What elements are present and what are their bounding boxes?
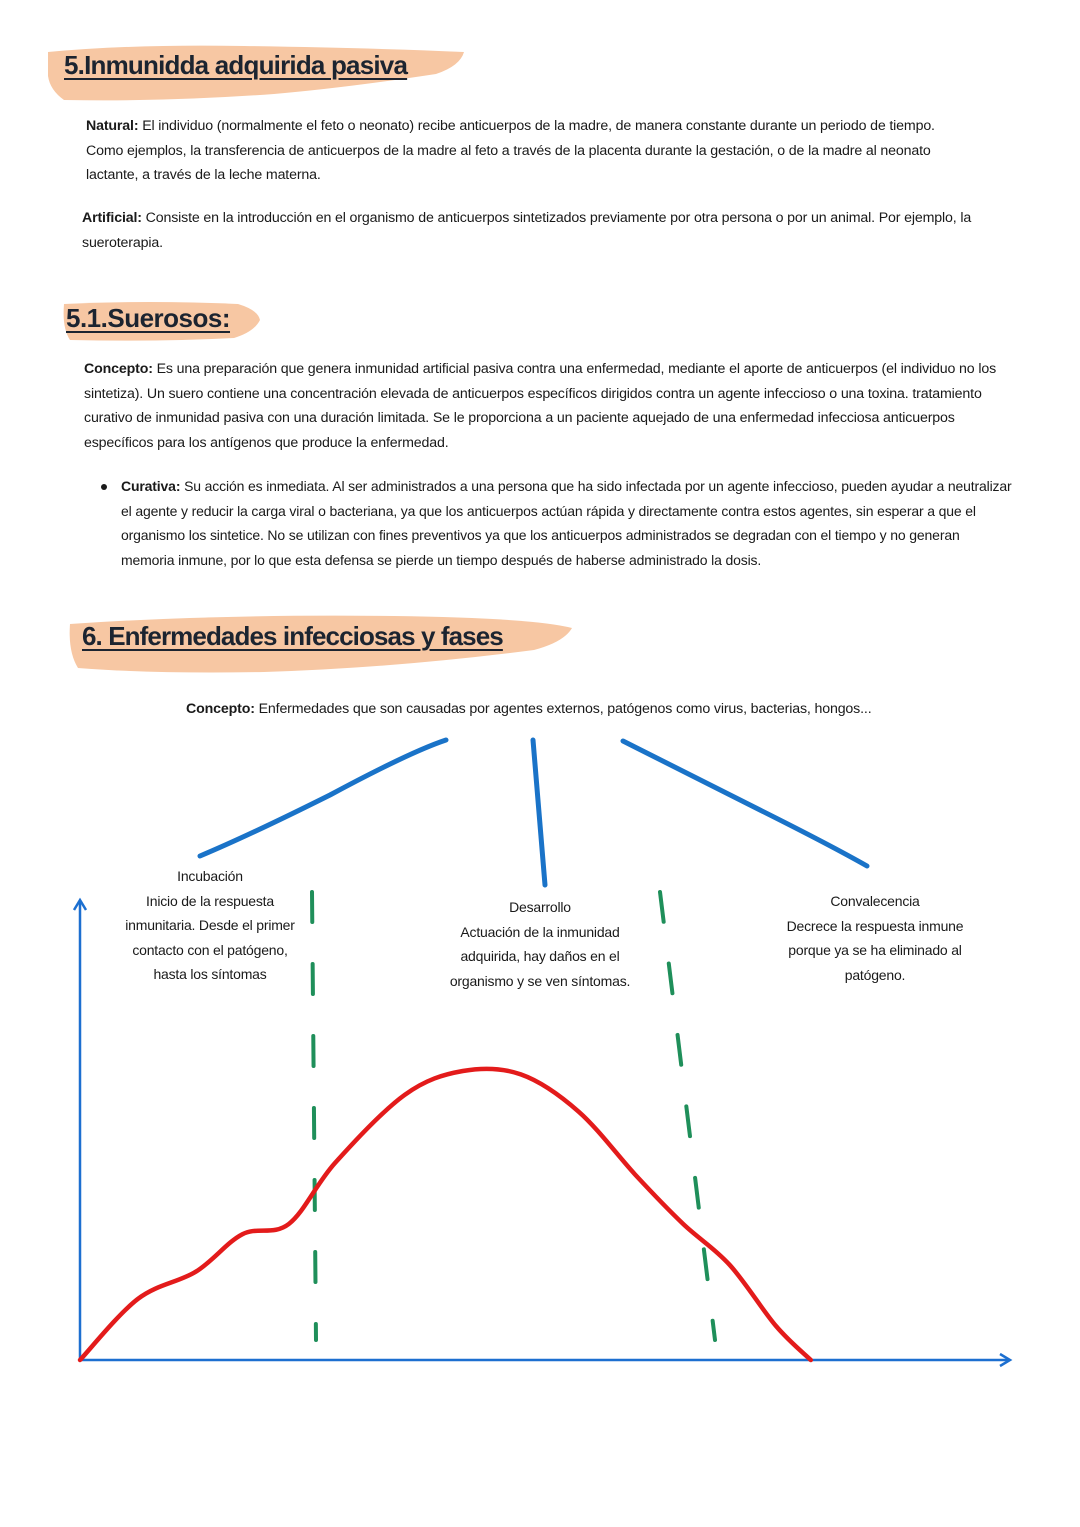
natural-label: Natural:	[86, 118, 139, 134]
section5-title: 5.Inmunidda adquirida pasiva	[64, 50, 408, 80]
phase-development-line: adquirida, hay daños en el	[460, 948, 620, 964]
phase-incubation-line: Inicio de la respuesta	[146, 892, 274, 909]
artificial-label: Artificial:	[82, 210, 142, 226]
phase-convalescence-line: Decrece la respuesta inmune	[786, 917, 964, 934]
phase-incubation-line: contacto con el patógeno,	[132, 941, 288, 958]
curative-text: Su acción es inmediata. Al ser administrados a una persona que ha sido infectada por un agente infeccioso, pueden ayudar a neutralizar el agente y reducir la carga viral o bacteriana, ya que los anticuerpos actúan rápida y directamente contra estos agentes, sin esperar a que el organismo los sintetice. No se utilizan con fines preventivos ya que los anticuerpos administrados se degradan con el tiempo y no generan memoria inmune, por lo que esta defensa se pierde un tiempo después de haberse administrado la dosis.	[121, 478, 1012, 568]
natural-text: El individuo (normalmente el feto o neonato) recibe anticuerpos de la madre, de manera constante durante un periodo de tiempo. Como ejemplos, la transferencia de anticuerpos de la madre al feto a través de la placenta durante la gestación, o de la madre al neonato lactante, a través de la leche materna.	[86, 118, 935, 183]
phase-convalescence-line: porque ya se ha eliminado al	[788, 942, 962, 958]
disease-concept-label: Concepto:	[186, 701, 255, 717]
serum-concept-label: Concepto:	[84, 361, 153, 377]
phase-incubation-line: inmunitaria. Desde el primer	[125, 917, 295, 933]
disease-concept-text: Enfermedades que son causadas por agentes externos, patógenos como virus, bacterias, hongos...	[258, 701, 872, 717]
section6-title: 6. Enfermedades infecciosas y fases	[82, 621, 503, 651]
phase-divider	[312, 892, 316, 1340]
phase-incubation-name: Incubación	[177, 868, 243, 884]
phase-development-line: Actuación de la inmunidad	[460, 923, 620, 940]
series-line-respuesta	[80, 1069, 811, 1360]
phase-divider	[660, 892, 715, 1340]
artificial-text: Consiste en la introducción en el organismo de anticuerpos sintetizados previamente por otra persona o por un animal. Por ejemplo, la sueroterapia.	[82, 210, 972, 251]
phase-development-name: Desarrollo	[509, 899, 571, 915]
section51-title: 5.1.Suerosos:	[66, 303, 231, 333]
serum-concept-text: Es una preparación que genera inmunidad artificial pasiva contra una enfermedad, mediante el aporte de anticuerpos (el individuo no los sintetiza). Un suero contiene una concentración elevada de anticuerpos específicos dirigidos contra un agente infeccioso o una toxina. tratamiento curativo de inmunidad pasiva con una duración limitada. Se le proporciona a un paciente aquejado de una enfermedad infecciosa anticuerpos específicos para los antígenos que produce la enfermedad.	[84, 361, 997, 451]
phase-convalescence-line: patógeno.	[844, 966, 906, 983]
phase-incubation-line: hasta los síntomas	[153, 966, 267, 982]
phase-development-line: organismo y se ven síntomas.	[449, 972, 631, 989]
phase-convalescence-name: Convalecencia	[830, 893, 920, 909]
curative-label: Curativa:	[121, 478, 181, 494]
